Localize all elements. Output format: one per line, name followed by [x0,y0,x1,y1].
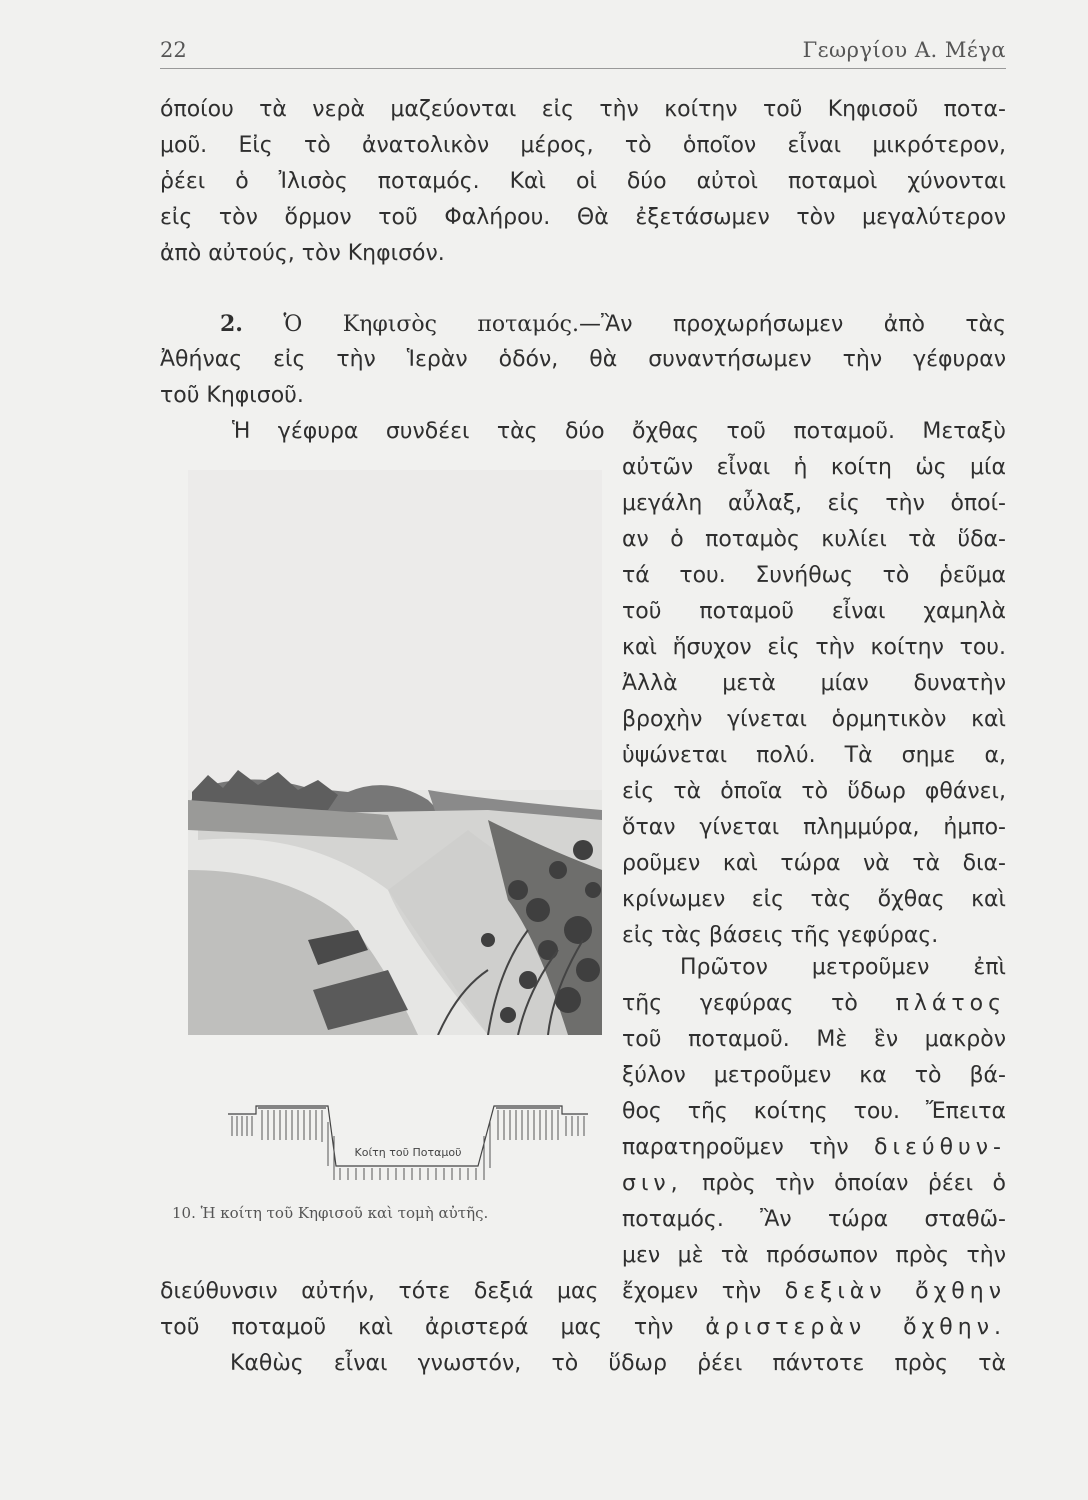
column-line: καὶ ἥσυχον εἰς τὴν κοίτην του. [622,635,1006,660]
body-text: διεύθυνσιν αὐτήν, τότε δεξιά μας ἔχομεν τὴν [160,1279,762,1304]
page-header [160,28,1006,69]
column-line: ξύλον μετροῦμεν κα τὸ βά- [622,1063,1006,1088]
body-line: ῥέει ὁ Ἰλισὸς ποταμός. Καὶ οἱ δύο αὐτοὶ ποταμοὶ χύνονται [160,169,1006,194]
column-line: ὑψώνεται πολύ. Τὰ σημε α, [622,743,1006,768]
section-number: 2. [220,311,243,337]
column-line: ποταμός. Ἂν τώρα σταθῶ- [622,1207,1006,1232]
column-line [622,1130,1006,1166]
body-line: τοῦ Κηφισοῦ. [160,383,304,408]
column-line: Πρῶτον μετροῦμεν ἐπὶ [680,955,1006,980]
section-title: Ὁ Κηφισὸς ποταμός. [283,312,579,337]
body-line: μοῦ. Εἰς τὸ ἀνατολικὸν μέρος, τὸ ὁποῖον εἶναι μικρότερον, [160,133,1006,158]
column-line: κρίνωμεν εἰς τὰς ὄχθας καὶ [622,887,1006,912]
body-line: ἀπὸ αὐτούς, τὸν Κηφισόν. [160,241,445,266]
body-line [160,1310,1006,1346]
body-line: όποίου τὰ νερὰ μαζεύονται εἰς τὴν κοίτην τοῦ Κηφισοῦ ποτα- [160,97,1006,122]
section-heading-line [220,306,1006,343]
column-line: βροχὴν γίνεται ὁρμητικὸν καὶ [622,707,1006,732]
diagram-label: Κοίτη τοῦ Ποταμοῦ [354,1146,462,1159]
column-line: μεν μὲ τὰ πρόσωπον πρὸς τὴν [622,1243,1006,1268]
body-line: Ἀθήνας εἰς τὴν Ἱερὰν ὁδόν, θὰ συναντήσωμεν τὴν γέφυραν [160,347,1006,372]
column-line: Ἀλλὰ μετὰ μίαν δυνατὴν [622,671,1006,696]
spaced-term: πλάτος [895,991,1007,1016]
column-text: τῆς γεφύρας τὸ [622,991,858,1016]
river-photograph [188,470,602,1035]
column-line: τοῦ ποταμοῦ. Μὲ ἓν μακρὸν [622,1027,1006,1052]
column-line [622,1166,1006,1202]
page-number: 22 [160,38,187,62]
body-line: Καθὼς εἶναι γνωστόν, τὸ ὕδωρ ῥέει πάντοτε πρὸς τὰ [230,1351,1006,1376]
spaced-term: δεξιὰν ὄχθην [784,1279,1006,1304]
column-line [622,986,1006,1022]
column-line: τοῦ ποταμοῦ εἶναι χαμηλὰ [622,599,1006,624]
column-line: μεγάλη αὖλαξ, εἰς τὴν ὁποί- [622,491,1006,516]
column-text: παρατηροῦμεν τὴν [622,1135,849,1160]
section-lead-in: —Ἂν προχωρήσωμεν ἀπὸ τὰς [579,312,1006,337]
column-line: εἰς τὰς βάσεις τῆς γεφύρας. [622,923,939,948]
running-head: Γεωργίου Α. Μέγα [802,38,1006,62]
column-text: πρὸς τὴν ὁποίαν ῥέει ὁ [702,1171,1006,1196]
spaced-term: ἀριστερὰν ὄχθην. [705,1315,1006,1340]
body-line [160,1274,1006,1310]
spaced-term: σιν, [622,1171,683,1196]
figure-caption: 10. Ἡ κοίτη τοῦ Κηφισοῦ καὶ τομὴ αὐτῆς. [172,1204,489,1222]
column-line: ὅταν γίνεται πλημμύρα, ἠμπο- [622,815,1006,840]
body-text: τοῦ ποταμοῦ καὶ ἀριστερά μας τὴν [160,1315,674,1340]
column-line: τά του. Συνήθως τὸ ῥεῦμα [622,563,1006,588]
body-line: εἰς τὸν ὅρμον τοῦ Φαλήρου. Θὰ ἐξετάσωμεν τὸν μεγαλύτερον [160,205,1006,230]
column-line: αν ὁ ποταμὸς κυλίει τὰ ὕδα- [622,527,1006,552]
spaced-term: διεύθυν- [874,1135,1006,1160]
riverbed-cross-section-diagram [228,1092,588,1182]
body-line: Ἡ γέφυρα συνδέει τὰς δύο ὄχθας τοῦ ποταμοῦ. Μεταξὺ [232,419,1006,444]
column-line: ροῦμεν καὶ τώρα νὰ τὰ δια- [622,851,1006,876]
column-line: θος τῆς κοίτης του. Ἔπειτα [622,1099,1006,1124]
column-line: εἰς τὰ ὁποῖα τὸ ὕδωρ φθάνει, [622,779,1006,804]
column-line: αὐτῶν εἶναι ἡ κοίτη ὡς μία [622,455,1006,480]
